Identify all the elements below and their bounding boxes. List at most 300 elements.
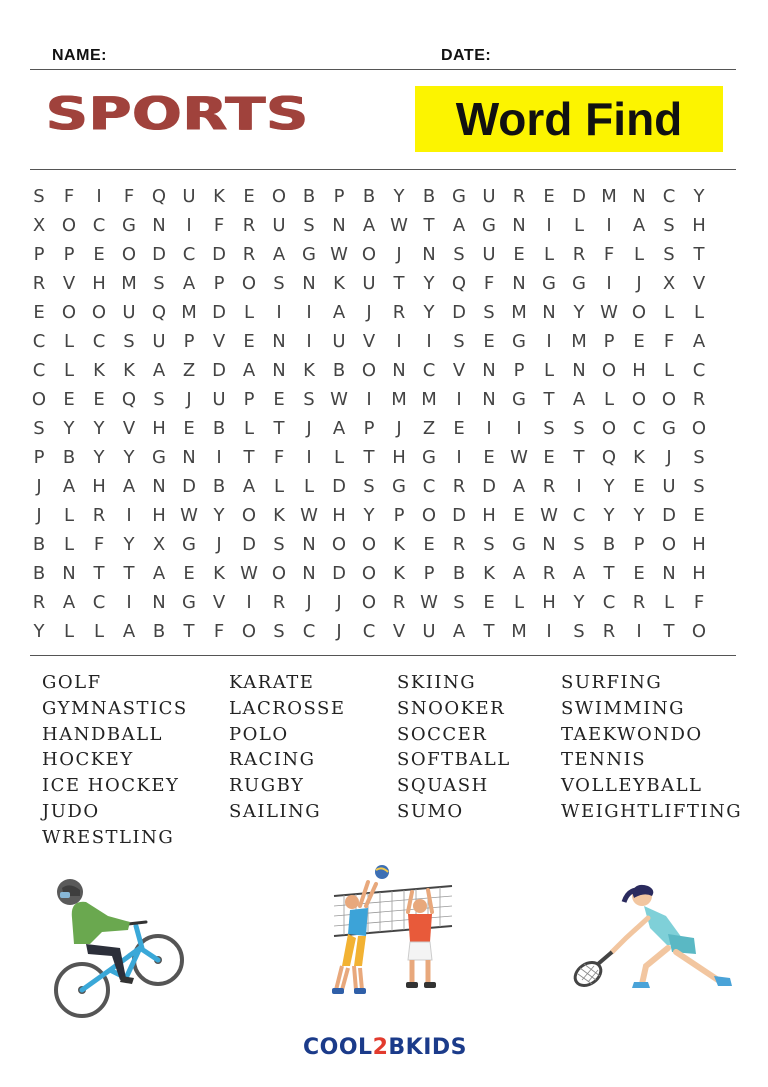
worksheet-header	[44, 44, 736, 68]
grid-letter: M	[601, 186, 617, 207]
grid-letter: G	[182, 534, 196, 555]
grid-letter: N	[512, 273, 526, 294]
grid-letter: B	[332, 360, 346, 381]
grid-letter: R	[542, 563, 556, 584]
grid-letter: S	[273, 534, 285, 555]
grid-letter: P	[513, 360, 525, 381]
grid-letter: A	[242, 360, 256, 381]
grid-letter: P	[603, 331, 615, 352]
grid-letter: O	[661, 534, 677, 555]
grid-letter: L	[693, 302, 705, 323]
grid-letter: E	[513, 505, 525, 526]
grid-letter: Y	[33, 621, 45, 642]
grid-letter: G	[392, 476, 406, 497]
logo-part-cool: COOL	[303, 1034, 373, 1060]
grid-letter: E	[543, 186, 555, 207]
grid-letter: S	[33, 186, 45, 207]
grid-letter: B	[32, 534, 46, 555]
grid-letter: N	[512, 215, 526, 236]
grid-letter: B	[152, 621, 166, 642]
grid-letter: Y	[693, 186, 705, 207]
grid-letter: V	[212, 331, 226, 352]
grid-letter: P	[63, 244, 75, 265]
grid-letter: M	[421, 389, 437, 410]
grid-letter: U	[422, 621, 436, 642]
grid-letter: S	[453, 592, 465, 613]
grid-letter: F	[213, 621, 225, 642]
grid-letter: T	[483, 621, 495, 642]
title-divider	[30, 169, 736, 170]
grid-letter: E	[453, 418, 465, 439]
grid-letter: U	[152, 331, 166, 352]
grid-letter: P	[423, 563, 435, 584]
grid-letter: L	[63, 331, 75, 352]
grid-letter: S	[543, 418, 555, 439]
grid-letter: P	[213, 273, 225, 294]
grid-letter: P	[33, 244, 45, 265]
grid-letter: U	[482, 186, 496, 207]
grid-letter: I	[246, 592, 252, 613]
grid-letter: R	[602, 621, 616, 642]
grid-letter: Q	[601, 447, 617, 468]
grid-letter: S	[273, 273, 285, 294]
grid-letter: J	[36, 476, 42, 497]
grid-letter: G	[512, 331, 526, 352]
grid-letter: B	[422, 186, 436, 207]
word-list-item: TAEKWONDO	[561, 723, 703, 745]
grid-letter: O	[61, 302, 77, 323]
grid-letter: A	[122, 476, 136, 497]
grid-letter: A	[62, 476, 76, 497]
word-list-item: JUDO	[42, 800, 100, 822]
grid-letter: T	[423, 215, 435, 236]
grid-letter: Y	[423, 273, 435, 294]
grid-letter: I	[306, 447, 312, 468]
grid-letter: I	[636, 621, 642, 642]
grid-letter: W	[540, 505, 558, 526]
grid-letter: S	[483, 534, 495, 555]
grid-letter: N	[542, 534, 556, 555]
date-label: DATE:	[441, 47, 492, 64]
grid-letter: G	[572, 273, 586, 294]
grid-letter: W	[330, 244, 348, 265]
grid-letter: S	[663, 244, 675, 265]
grid-letter: H	[482, 505, 496, 526]
grid-letter: N	[332, 215, 346, 236]
grid-letter: F	[483, 273, 495, 294]
grid-letter: I	[186, 215, 192, 236]
grid-letter: N	[392, 360, 406, 381]
grid-letter: Y	[603, 505, 615, 526]
grid-letter: E	[483, 447, 495, 468]
grid-letter: I	[306, 302, 312, 323]
word-list-item: GYMNASTICS	[42, 697, 188, 719]
grid-letter: F	[693, 592, 705, 613]
grid-letter: V	[362, 331, 376, 352]
grid-letter: W	[600, 302, 618, 323]
grid-letter: E	[63, 389, 75, 410]
grid-letter: S	[573, 621, 585, 642]
grid-letter: J	[396, 418, 402, 439]
grid-letter: U	[482, 244, 496, 265]
word-list-item: RUGBY	[229, 775, 305, 797]
grid-letter: U	[272, 215, 286, 236]
grid-letter: I	[576, 476, 582, 497]
grid-letter: C	[182, 244, 196, 265]
grid-letter: B	[602, 534, 616, 555]
grid-letter: E	[483, 331, 495, 352]
grid-letter: F	[213, 215, 225, 236]
word-list-item: SOFTBALL	[397, 749, 511, 771]
grid-letter: N	[662, 563, 676, 584]
grid-letter: L	[63, 360, 75, 381]
grid-letter: T	[183, 621, 195, 642]
grid-letter: K	[333, 273, 345, 294]
grid-letter: E	[483, 592, 495, 613]
grid-letter: F	[93, 534, 105, 555]
grid-letter: U	[362, 273, 376, 294]
word-list-item: VOLLEYBALL	[561, 775, 703, 797]
word-list-item: SWIMMING	[561, 697, 686, 719]
grid-letter: X	[32, 215, 46, 236]
grid-letter: P	[183, 331, 195, 352]
grid-letter: D	[452, 505, 466, 526]
grid-letter: W	[510, 447, 528, 468]
grid-letter: N	[272, 331, 286, 352]
grid-letter: L	[63, 534, 75, 555]
grid-letter: A	[332, 418, 346, 439]
grid-letter: J	[666, 447, 672, 468]
grid-letter: T	[243, 447, 255, 468]
grid-letter: Y	[93, 447, 105, 468]
grid-letter: A	[62, 592, 76, 613]
grid-letter: D	[212, 360, 226, 381]
grid-letter: R	[242, 244, 256, 265]
grid-letter: O	[361, 563, 377, 584]
tennis-player-icon	[572, 882, 742, 998]
grid-letter: E	[543, 447, 555, 468]
grid-letter: E	[423, 534, 435, 555]
grid-letter: C	[362, 621, 376, 642]
grid-letter: T	[363, 447, 375, 468]
grid-letter: G	[122, 215, 136, 236]
grid-letter: R	[92, 505, 106, 526]
grid-letter: A	[632, 215, 646, 236]
grid-letter: T	[393, 273, 405, 294]
grid-letter: S	[303, 215, 315, 236]
grid-letter: U	[212, 389, 226, 410]
grid-letter: Y	[123, 534, 135, 555]
grid-letter: D	[212, 244, 226, 265]
grid-letter: C	[572, 505, 586, 526]
grid-letter: B	[32, 563, 46, 584]
grid-letter: Y	[573, 302, 585, 323]
grid-letter: D	[332, 476, 346, 497]
grid-letter: Q	[121, 389, 137, 410]
grid-letter: Z	[182, 360, 196, 381]
grid-letter: P	[633, 534, 645, 555]
grid-letter: P	[363, 418, 375, 439]
grid-letter: J	[366, 302, 372, 323]
grid-letter: L	[573, 215, 585, 236]
grid-letter: H	[392, 447, 406, 468]
grid-letter: D	[212, 302, 226, 323]
grid-letter: N	[272, 360, 286, 381]
grid-letter: A	[272, 244, 286, 265]
grid-letter: X	[152, 534, 166, 555]
name-label: NAME:	[52, 47, 107, 64]
grid-letter: O	[601, 418, 617, 439]
grid-letter: G	[182, 592, 196, 613]
grid-letter: H	[692, 215, 706, 236]
grid-letter: L	[63, 621, 75, 642]
grid-letter: M	[511, 302, 527, 323]
grid-letter: S	[573, 534, 585, 555]
grid-letter: J	[186, 389, 192, 410]
grid-letter: K	[213, 186, 225, 207]
grid-letter: M	[181, 302, 197, 323]
grid-letter: L	[603, 389, 615, 410]
grid-letter: A	[692, 331, 706, 352]
logo-part-2: 2	[372, 1034, 389, 1060]
grid-letter: G	[512, 534, 526, 555]
grid-letter: E	[183, 563, 195, 584]
grid-letter: R	[32, 273, 46, 294]
grid-letter: S	[363, 476, 375, 497]
grid-letter: O	[121, 244, 137, 265]
grid-letter: W	[240, 563, 258, 584]
grid-letter: O	[361, 592, 377, 613]
grid-letter: S	[303, 389, 315, 410]
grid-letter: D	[452, 302, 466, 323]
grid-letter: M	[571, 331, 587, 352]
grid-letter: F	[663, 331, 675, 352]
grid-letter: Y	[423, 302, 435, 323]
grid-letter: A	[362, 215, 376, 236]
grid-letter: O	[241, 505, 257, 526]
grid-letter: K	[273, 505, 285, 526]
grid-letter: I	[96, 186, 102, 207]
grid-letter: T	[573, 447, 585, 468]
grid-letter: D	[482, 476, 496, 497]
grid-letter: G	[422, 447, 436, 468]
grid-letter: B	[62, 447, 76, 468]
grid-letter: O	[241, 273, 257, 294]
grid-letter: U	[122, 302, 136, 323]
word-list-item: SUMO	[397, 800, 464, 822]
word-list-item: RACING	[229, 749, 316, 771]
grid-letter: O	[691, 418, 707, 439]
grid-letter: E	[243, 331, 255, 352]
grid-letter: K	[93, 360, 105, 381]
grid-letter: E	[633, 563, 645, 584]
grid-letter: N	[302, 563, 316, 584]
grid-letter: X	[662, 273, 676, 294]
grid-letter: N	[482, 389, 496, 410]
grid-letter: K	[123, 360, 135, 381]
grid-letter: O	[241, 621, 257, 642]
grid-letter: I	[606, 273, 612, 294]
grid-letter: L	[333, 447, 345, 468]
grid-letter: O	[631, 389, 647, 410]
grid-letter: C	[32, 331, 46, 352]
word-column-4	[561, 670, 742, 825]
title-sports: SPORTS	[46, 87, 309, 141]
grid-letter: B	[362, 186, 376, 207]
grid-letter: C	[692, 360, 706, 381]
grid-letter: N	[302, 273, 316, 294]
grid-letter: F	[603, 244, 615, 265]
grid-letter: C	[632, 418, 646, 439]
grid-letter: I	[426, 331, 432, 352]
grid-letter: R	[692, 389, 706, 410]
grid-letter: R	[572, 244, 586, 265]
grid-letter: V	[212, 592, 226, 613]
grid-letter: R	[452, 476, 466, 497]
grid-letter: F	[123, 186, 135, 207]
grid-letter: I	[216, 447, 222, 468]
grid-letter: C	[302, 621, 316, 642]
grid-letter: L	[663, 592, 675, 613]
grid-letter: B	[452, 563, 466, 584]
grid-letter: N	[62, 563, 76, 584]
grid-letter: J	[306, 592, 312, 613]
grid-letter: M	[511, 621, 527, 642]
grid-letter: S	[693, 447, 705, 468]
grid-letter: U	[662, 476, 676, 497]
grid-letter: E	[693, 505, 705, 526]
grid-letter: E	[93, 244, 105, 265]
grid-letter: N	[542, 302, 556, 323]
grid-letter: I	[486, 418, 492, 439]
grid-letter: S	[453, 244, 465, 265]
grid-letter: H	[92, 273, 106, 294]
grid-letter: I	[456, 389, 462, 410]
grid-letter: E	[273, 389, 285, 410]
grid-letter: N	[152, 215, 166, 236]
grid-letter: S	[663, 215, 675, 236]
grid-letter: S	[693, 476, 705, 497]
grid-letter: M	[391, 389, 407, 410]
grid-letter: O	[601, 360, 617, 381]
grid-letter: O	[631, 302, 647, 323]
grid-letter: O	[361, 534, 377, 555]
grid-letter: I	[546, 621, 552, 642]
grid-letter: K	[483, 563, 495, 584]
word-list-item: WRESTLING	[42, 826, 175, 848]
grid-letter: J	[216, 534, 222, 555]
grid-letter: D	[242, 534, 256, 555]
grid-letter: G	[302, 244, 316, 265]
grid-letter: A	[332, 302, 346, 323]
grid-letter: A	[182, 273, 196, 294]
grid-letter: G	[482, 215, 496, 236]
word-list-item: TENNIS	[561, 749, 647, 771]
grid-letter: S	[33, 418, 45, 439]
grid-letter: A	[512, 563, 526, 584]
grid-letter: T	[543, 389, 555, 410]
grid-letter: C	[422, 476, 436, 497]
grid-letter: V	[62, 273, 76, 294]
grid-letter: A	[452, 621, 466, 642]
grid-letter: N	[632, 186, 646, 207]
grid-letter: E	[243, 186, 255, 207]
grid-letter: Y	[603, 476, 615, 497]
grid-letter: A	[152, 563, 166, 584]
grid-letter: R	[392, 592, 406, 613]
grid-letter: O	[61, 215, 77, 236]
grid-letter: E	[33, 302, 45, 323]
grid-letter: C	[92, 331, 106, 352]
grid-letter: D	[332, 563, 346, 584]
word-list-item: HOCKEY	[42, 749, 134, 771]
grid-letter: A	[152, 360, 166, 381]
grid-letter: A	[242, 476, 256, 497]
grid-letter: H	[542, 592, 556, 613]
grid-letter: T	[663, 621, 675, 642]
grid-letter: A	[452, 215, 466, 236]
grid-letter: V	[692, 273, 706, 294]
grid-letter: W	[420, 592, 438, 613]
grid-letter: C	[32, 360, 46, 381]
grid-letter: R	[392, 302, 406, 323]
word-list	[42, 670, 742, 855]
grid-letter: T	[693, 244, 705, 265]
grid-letter: O	[421, 505, 437, 526]
grid-letter: H	[632, 360, 646, 381]
grid-letter: E	[513, 244, 525, 265]
grid-letter: I	[546, 331, 552, 352]
grid-letter: L	[63, 505, 75, 526]
grid-letter: D	[572, 186, 586, 207]
grid-letter: R	[272, 592, 286, 613]
grid-letter: I	[366, 389, 372, 410]
grid-letter: I	[546, 215, 552, 236]
grid-letter: O	[361, 244, 377, 265]
grid-letter: J	[36, 505, 42, 526]
word-list-item: SAILING	[229, 800, 322, 822]
grid-letter: N	[152, 476, 166, 497]
grid-letter: B	[212, 418, 226, 439]
grid-letter: L	[663, 360, 675, 381]
word-list-item: KARATE	[229, 672, 315, 693]
grid-letter: F	[273, 447, 285, 468]
grid-letter: G	[512, 389, 526, 410]
grid-letter: I	[456, 447, 462, 468]
grid-letter: S	[273, 621, 285, 642]
grid-letter: G	[662, 418, 676, 439]
grid-letter: I	[276, 302, 282, 323]
word-list-item: LACROSSE	[229, 697, 346, 719]
grid-letter: H	[152, 418, 166, 439]
grid-letter: Y	[93, 418, 105, 439]
title-word-find-box	[415, 86, 723, 152]
grid-letter: Z	[422, 418, 436, 439]
grid-letter: Y	[633, 505, 645, 526]
grid-letter: P	[333, 186, 345, 207]
grid-letter: C	[422, 360, 436, 381]
grid-letter: Y	[363, 505, 375, 526]
word-column-2	[229, 670, 346, 825]
bmx-cyclist-icon	[50, 878, 190, 1028]
grid-letter: J	[336, 592, 342, 613]
grid-letter: Y	[63, 418, 75, 439]
word-list-item: GOLF	[42, 672, 102, 693]
grid-letter: I	[126, 592, 132, 613]
grid-letter: V	[452, 360, 466, 381]
grid-letter: M	[121, 273, 137, 294]
grid-letter: K	[633, 447, 645, 468]
